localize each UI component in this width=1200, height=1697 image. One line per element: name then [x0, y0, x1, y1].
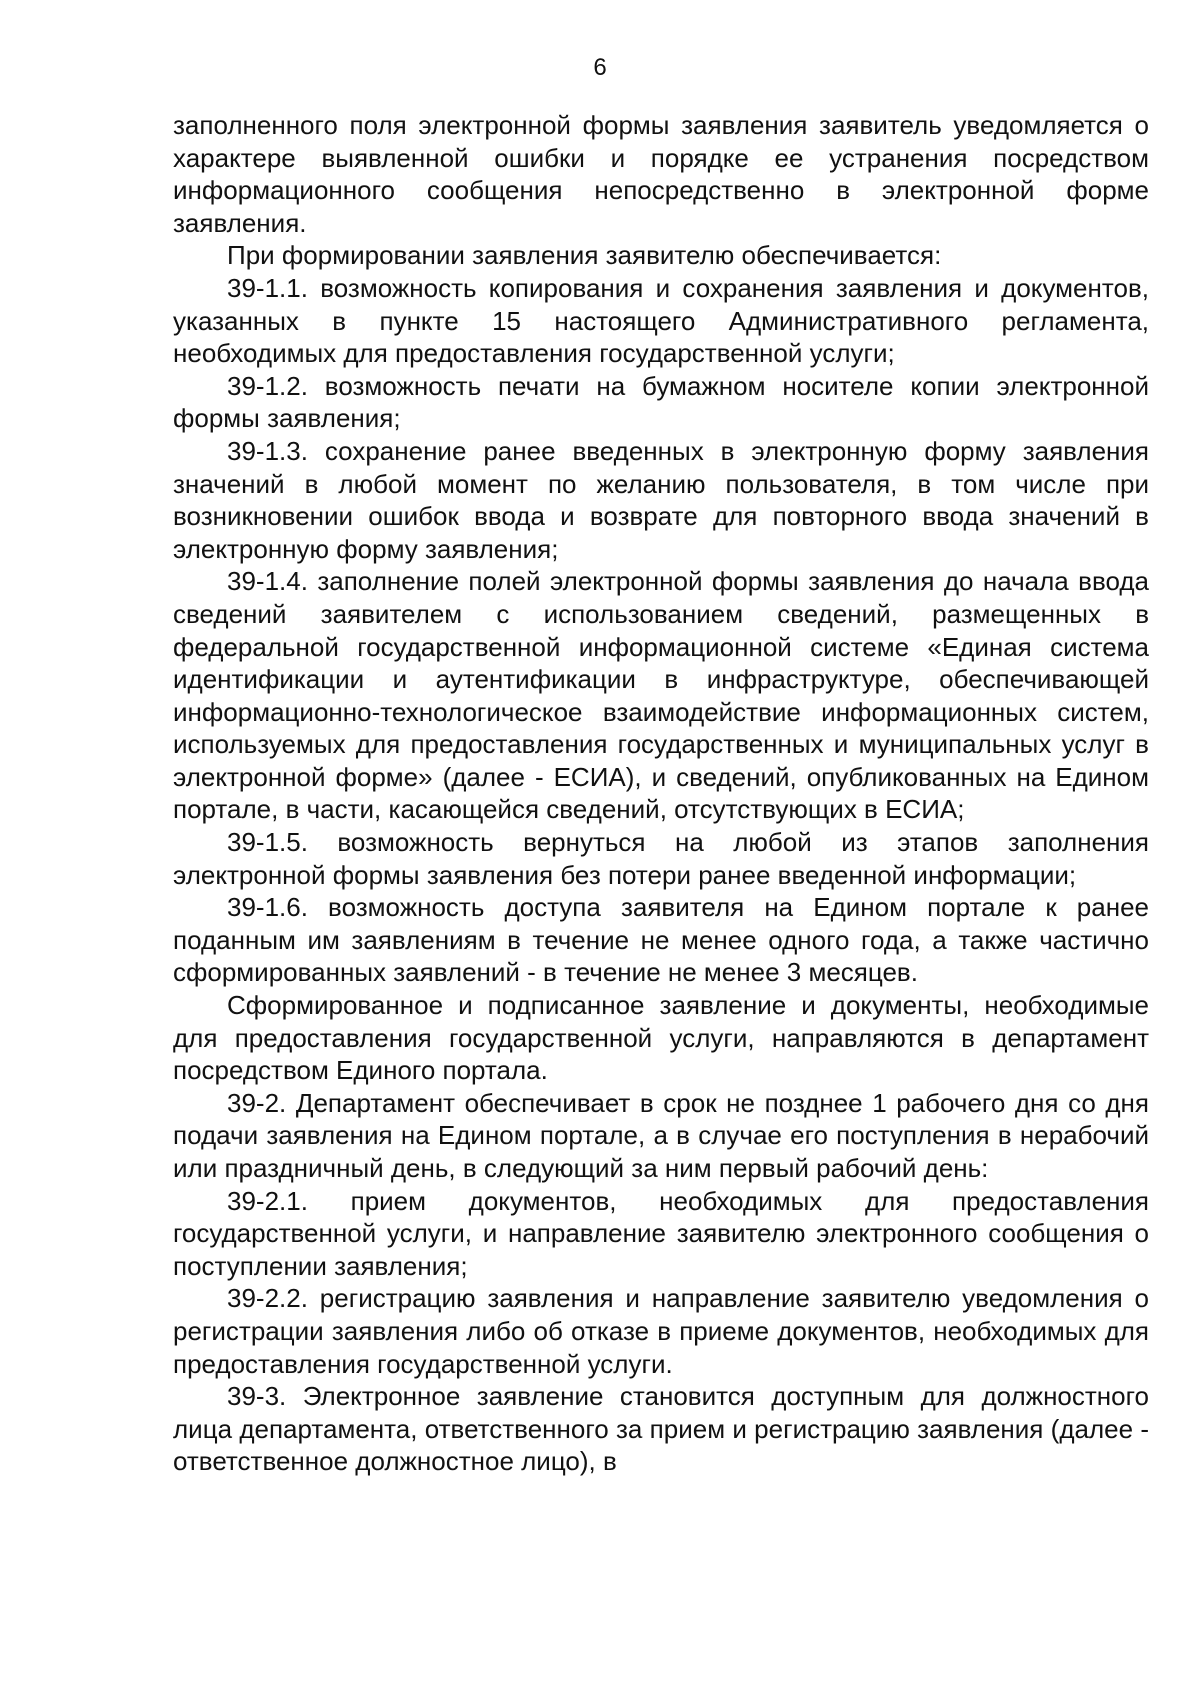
paragraph-39-1-2: 39-1.2. возможность печати на бумажном носителе копии электронной формы заявления;	[173, 370, 1149, 434]
paragraph-39-2-2: 39-2.2. регистрацию заявления и направление заявителю уведомления о регистрации заявления либо об отказе в приеме документов, необходимых для предоставления государственной услуги.	[173, 1283, 1149, 1379]
paragraph-39-1-6: 39-1.6. возможность доступа заявителя на Едином портале к ранее поданным им заявлениям в течение не менее одного года, а также частично сформированных заявлений - в течение не менее 3 месяцев.	[173, 892, 1149, 988]
paragraph-signed-application: Сформированное и подписанное заявление и документы, необходимые для предоставления государственной услуги, направляются в департамент посредством Единого портала.	[173, 990, 1149, 1086]
paragraph-39-1-3: 39-1.3. сохранение ранее введенных в электронную форму заявления значений в любой момент по желанию пользователя, в том числе при возникновении ошибок ввода и возврате для повторного ввода значений в электронную форму заявления;	[173, 435, 1149, 564]
paragraph-39-1-1: 39-1.1. возможность копирования и сохранения заявления и документов, указанных в пункте 15 настоящего Административного регламента, необходимых для предоставления государственной услуги;	[173, 272, 1149, 369]
paragraph-intro: При формировании заявления заявителю обеспечивается:	[227, 240, 942, 271]
paragraph-39-1-5: 39-1.5. возможность вернуться на любой из этапов заполнения электронной формы заявления без потери ранее введенной информации;	[173, 827, 1149, 890]
paragraph-39-2: 39-2. Департамент обеспечивает в срок не позднее 1 рабочего дня со дня подачи заявления на Едином портале, а в случае его поступления в нерабочий или праздничный день, в следующий за ним первый рабочий день:	[173, 1087, 1149, 1183]
paragraph-39-3: 39-3. Электронное заявление становится доступным для должностного лица департамента, ответственного за прием и регистрацию заявления (далее - ответственное должностное лицо), в	[173, 1381, 1149, 1477]
paragraph-39-1-4: 39-1.4. заполнение полей электронной формы заявления до начала ввода сведений заявителем с использованием сведений, размещенных в федеральной государственной информационной системе «Единая система идентификации и аутентификации в инфраструктуре, обеспечивающей информационно-технологическое взаимодействие информационных систем, используемых для предоставления государственных и муниципальных услуг в электронной форме» (далее - ЕСИА), и сведений, опубликованных на Едином портале, в части, касающейся сведений, отсутствующих в ЕСИА;	[173, 566, 1149, 825]
paragraph-39-2-1: 39-2.1. прием документов, необходимых для предоставления государственной услуги, и направление заявителю электронного сообщения о поступлении заявления;	[173, 1185, 1149, 1281]
page-number: 6	[593, 54, 607, 81]
paragraph-continuation: заполненного поля электронной формы заявления заявитель уведомляется о характере выявленной ошибки и порядке ее устранения посредством информационного сообщения непосредственно в электронной форме заявления.	[173, 110, 1149, 238]
document-body	[173, 109, 1149, 1478]
